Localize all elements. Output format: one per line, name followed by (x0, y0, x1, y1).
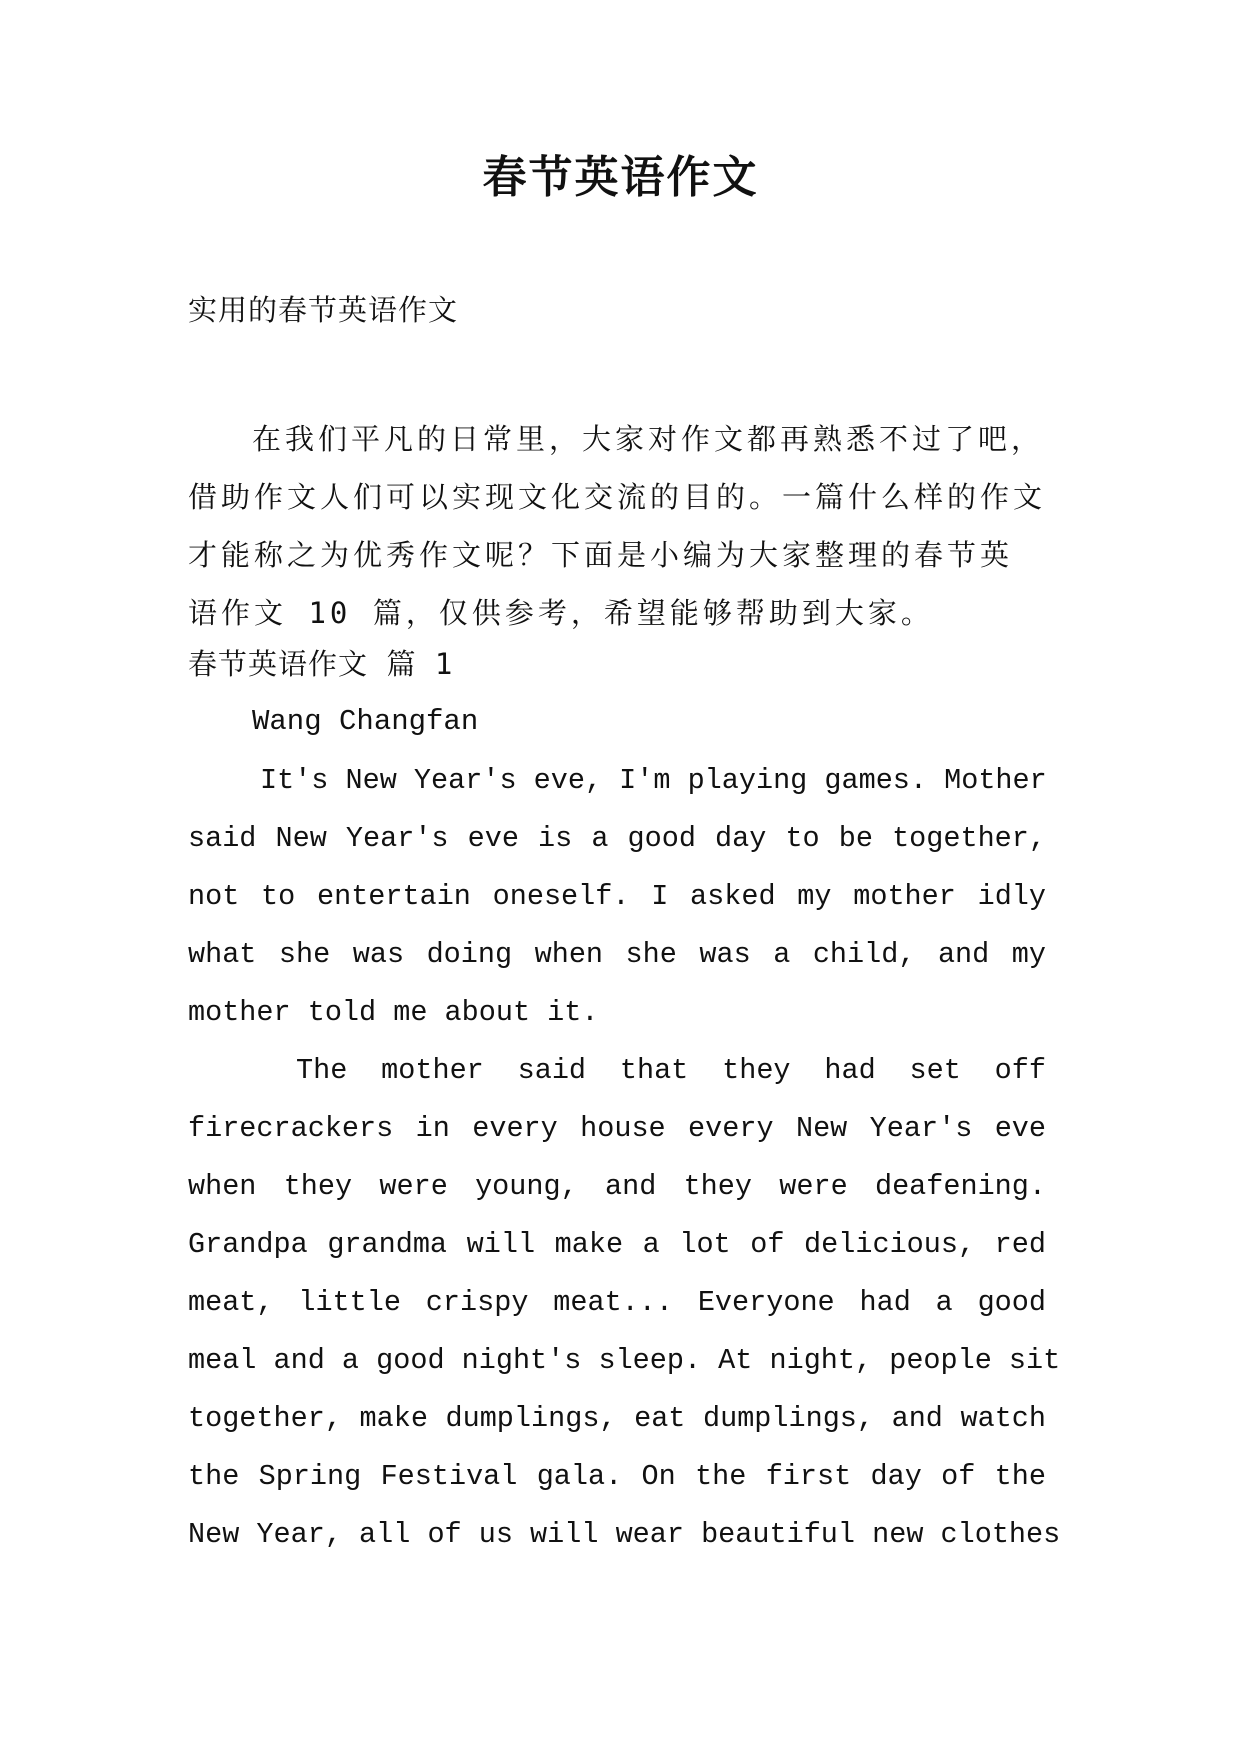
page-title: 春节英语作文 (482, 152, 759, 203)
document-subtitle: 实用的春节英语作文 (188, 293, 459, 327)
intro-line: 在我们平凡的日常里，大家对作文都再熟悉不过了吧， (252, 422, 1045, 456)
essay-paragraph-2 (188, 1042, 1061, 1564)
paragraph-line: what she was doing when she was a child, and my (188, 938, 1046, 971)
paragraph-line: mother told me about it. (188, 996, 599, 1029)
paragraph-line: firecrackers in every house every New Year's eve (188, 1112, 1046, 1145)
intro-paragraph (188, 410, 1068, 642)
essay-paragraph-1 (188, 752, 1046, 1042)
paragraph-line: when they were young, and they were deafening. (188, 1170, 1046, 1203)
author-name: Wang Changfan (252, 705, 479, 738)
paragraph-line: It's New Year's eve, I'm playing games. Mother (260, 764, 1047, 797)
paragraph-line: the Spring Festival gala. On the first day of the (188, 1460, 1046, 1493)
paragraph-line: meat, little crispy meat... Everyone had a good (188, 1286, 1046, 1319)
paragraph-line: meal and a good night's sleep. At night, people sit (188, 1344, 1061, 1377)
paragraph-line: said New Year's eve is a good day to be together, (188, 822, 1046, 855)
paragraph-line: not to entertain oneself. I asked my mother idly (188, 880, 1046, 913)
paragraph-line: The mother said that they had set off (296, 1054, 1046, 1087)
paragraph-line: Grandpa grandma will make a lot of delicious, red (188, 1228, 1046, 1261)
intro-line: 借助作文人们可以实现文化交流的目的。一篇什么样的作文 (188, 480, 1047, 514)
intro-line: 语作文 10 篇，仅供参考，希望能够帮助到大家。 (188, 596, 934, 630)
paragraph-line: together, make dumplings, eat dumplings, and watch (188, 1402, 1046, 1435)
paragraph-line: New Year, all of us will wear beautiful new clothes (188, 1518, 1061, 1551)
section-heading: 春节英语作文 篇 1 (188, 647, 454, 681)
intro-line: 才能称之为优秀作文呢？下面是小编为大家整理的春节英 (188, 538, 1014, 572)
